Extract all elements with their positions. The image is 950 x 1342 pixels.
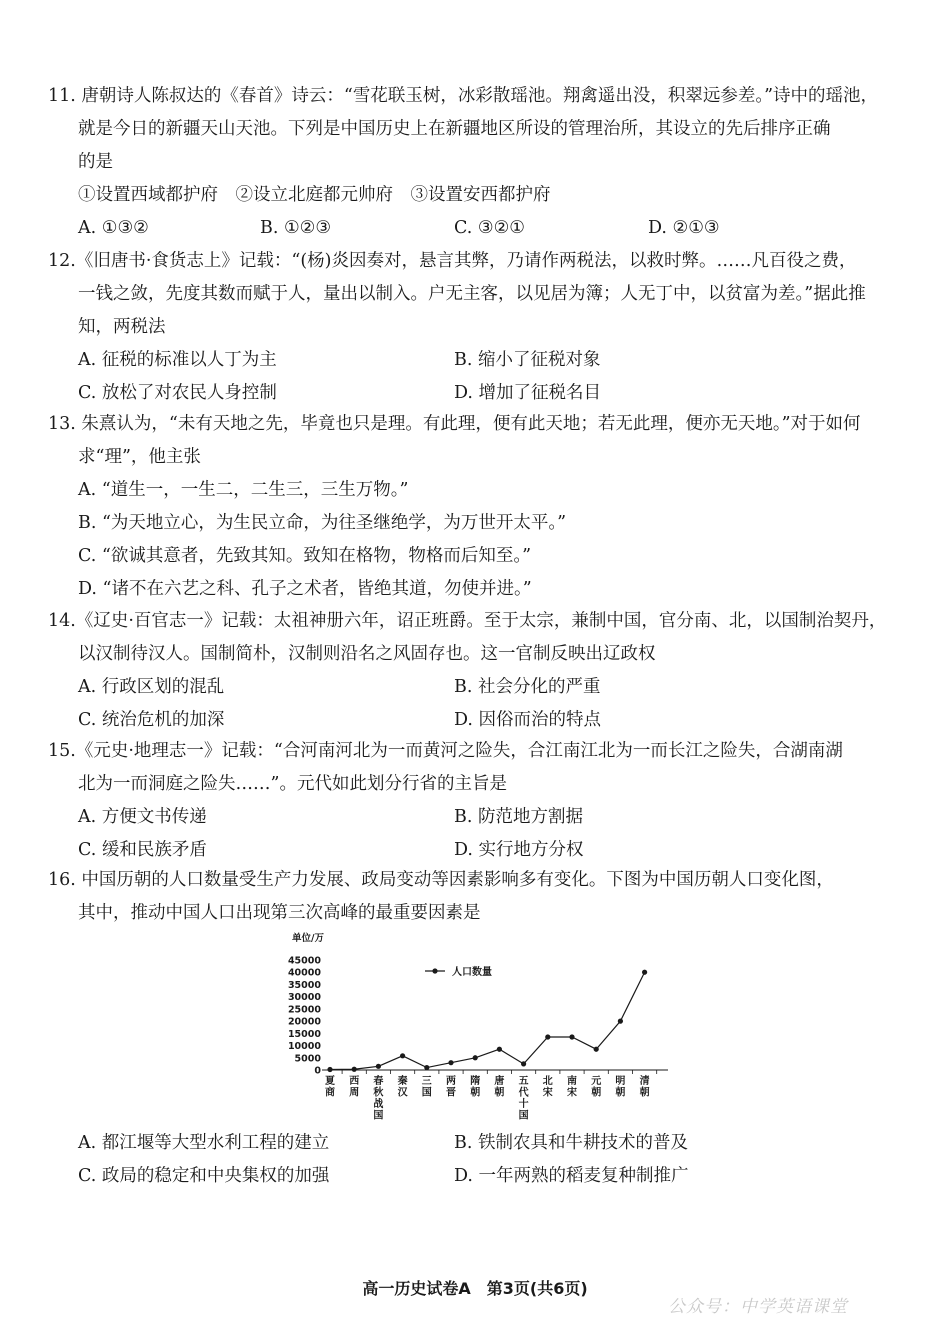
chart-data-point [497,1047,502,1052]
option-c[interactable]: C. ③②① [454,218,525,238]
question-text: 16. 中国历朝的人口数量受生产力发展、政局变动等因素影响多有变化。下图为中国历朝人口变化图， [48,870,834,890]
watermark: 公众号：中学英语课堂 [668,1297,848,1317]
chart-ytick-label: 5000 [294,1053,321,1065]
chart-ytick-label: 35000 [287,979,321,991]
chart-data-point [448,1060,453,1065]
question-text: 知，两税法 [78,317,166,337]
option-b[interactable]: B. “为天地立心，为生民立命，为往圣继绝学，为万世开太平。” [78,513,567,533]
option-a[interactable]: A. 都江堰等大型水利工程的建立 [78,1133,330,1153]
chart-x-label: 春秋战国 [373,1076,384,1122]
chart-data-point [424,1065,429,1070]
option-b[interactable]: B. 铁制农具和牛耕技术的普及 [454,1133,688,1153]
chart-series-line [330,972,645,1069]
question-text: 北为一而洞庭之险失……”。元代如此划分行省的主旨是 [78,774,507,794]
page-footer: 高一历史试卷A 第3页(共6页) [362,1279,588,1298]
option-c[interactable]: C. 缓和民族矛盾 [78,840,207,860]
question-text: 求“理”，他主张 [78,447,201,467]
chart-ytick-label: 45000 [287,955,321,967]
chart-legend-label: 人口数量 [452,967,492,978]
chart-x-label: 清朝 [639,1076,650,1099]
chart-data-point [521,1061,526,1066]
option-a[interactable]: A. “道生一，一生二，二生三，三生万物。” [78,480,409,500]
chart-x-label: 元朝 [591,1076,602,1099]
chart-ytick-label: 20000 [287,1016,321,1028]
chart-legend-marker [432,968,437,973]
chart-ytick-label: 10000 [287,1041,321,1053]
chart-x-label: 北宋 [542,1076,553,1099]
option-d[interactable]: D. “诸不在六艺之科、孔子之术者，皆绝其道，勿使并进。” [78,579,532,599]
chart-ylabel: 单位/万 [292,933,324,944]
question-text: 15.《元史·地理志一》记载：“合河南河北为一而黄河之险失，合江南江北为一而长江之险失，合湖南湖 [48,741,843,761]
question-text: 12.《旧唐书·食货志上》记载：“(杨)炎因奏对，悬言其弊，乃请作两税法，以救时弊。……凡百役之费， [48,251,857,271]
chart-data-point [569,1034,574,1039]
chart-data-point [642,970,647,975]
option-a[interactable]: A. ①③② [78,218,149,238]
question-text: 其中，推动中国人口出现第三次高峰的最重要因素是 [78,903,481,923]
option-a[interactable]: A. 方便文书传递 [78,807,207,827]
option-c[interactable]: C. 统治危机的加深 [78,710,225,730]
question-text: 就是今日的新疆天山天池。下列是中国历史上在新疆地区所设的管理治所，其设立的先后排序正确 [78,119,831,139]
option-a[interactable]: A. 征税的标准以人丁为主 [78,350,277,370]
question-text: ①设置西域都护府 ②设立北庭都元帅府 ③设置安西都护府 [78,185,551,205]
chart-ytick-label: 0 [314,1065,321,1077]
option-c[interactable]: C. 政局的稳定和中央集权的加强 [78,1166,330,1186]
chart-data-point [618,1019,623,1024]
option-b[interactable]: B. 防范地方割据 [454,807,583,827]
chart-x-label: 五代十国 [518,1076,529,1122]
question-text: 14.《辽史·百官志一》记载：太祖神册六年，诏正班爵。至于太宗，兼制中国，官分南、北，以国制治契丹， [48,611,887,631]
option-d[interactable]: D. 增加了征税名目 [454,383,602,403]
option-b[interactable]: B. 社会分化的严重 [454,677,601,697]
chart-x-label: 西周 [349,1076,360,1099]
option-d[interactable]: D. 因俗而治的特点 [454,710,602,730]
option-c[interactable]: C. “欲诚其意者，先致其知。致知在格物，物格而后知至。” [78,546,532,566]
option-b[interactable]: B. 缩小了征税对象 [454,350,601,370]
chart-x-label: 三国 [421,1076,432,1099]
chart-data-point [327,1067,332,1072]
question-text: 的是 [78,152,113,172]
option-d[interactable]: D. ②①③ [648,218,720,238]
question-text: 11. 唐朝诗人陈叔达的《春首》诗云：“雪花联玉树，冰彩散瑶池。翔禽遥出没，积翠远参差。”诗中的瑶池， [48,86,879,106]
option-b[interactable]: B. ①②③ [260,218,332,238]
chart-data-point [594,1047,599,1052]
chart-data-point [376,1064,381,1069]
question-text: 13. 朱熹认为，“未有天地之先，毕竟也只是理。有此理，便有此天地；若无此理，便亦无天地。”对于如何 [48,414,861,434]
chart-data-point [545,1034,550,1039]
chart-x-label: 明朝 [615,1076,626,1099]
chart-data-point [352,1067,357,1072]
chart-x-label: 南宋 [567,1076,577,1099]
chart-ytick-label: 15000 [287,1028,321,1040]
option-c[interactable]: C. 放松了对农民人身控制 [78,383,277,403]
option-a[interactable]: A. 行政区划的混乱 [78,677,225,697]
chart-ytick-label: 30000 [287,992,321,1004]
chart-ytick-label: 25000 [287,1004,321,1016]
option-d[interactable]: D. 一年两熟的稻麦复种制推广 [454,1166,689,1186]
chart-x-label: 隋朝 [470,1076,481,1099]
chart-x-label: 秦汉 [397,1076,408,1099]
chart-ytick-label: 40000 [287,967,321,979]
option-d[interactable]: D. 实行地方分权 [454,840,584,860]
question-text: 一钱之敛，先度其数而赋于人，量出以制入。户无主客，以见居为簿；人无丁中，以贫富为差。”据此推 [78,284,866,304]
chart-data-point [473,1055,478,1060]
question-text: 以汉制待汉人。国制简朴，汉制则沿名之风固存也。这一官制反映出辽政权 [78,644,656,664]
chart-x-label: 两晋 [446,1076,456,1099]
chart-x-label: 唐朝 [494,1076,505,1099]
chart-x-label: 夏商 [325,1076,335,1099]
chart-data-point [400,1053,405,1058]
